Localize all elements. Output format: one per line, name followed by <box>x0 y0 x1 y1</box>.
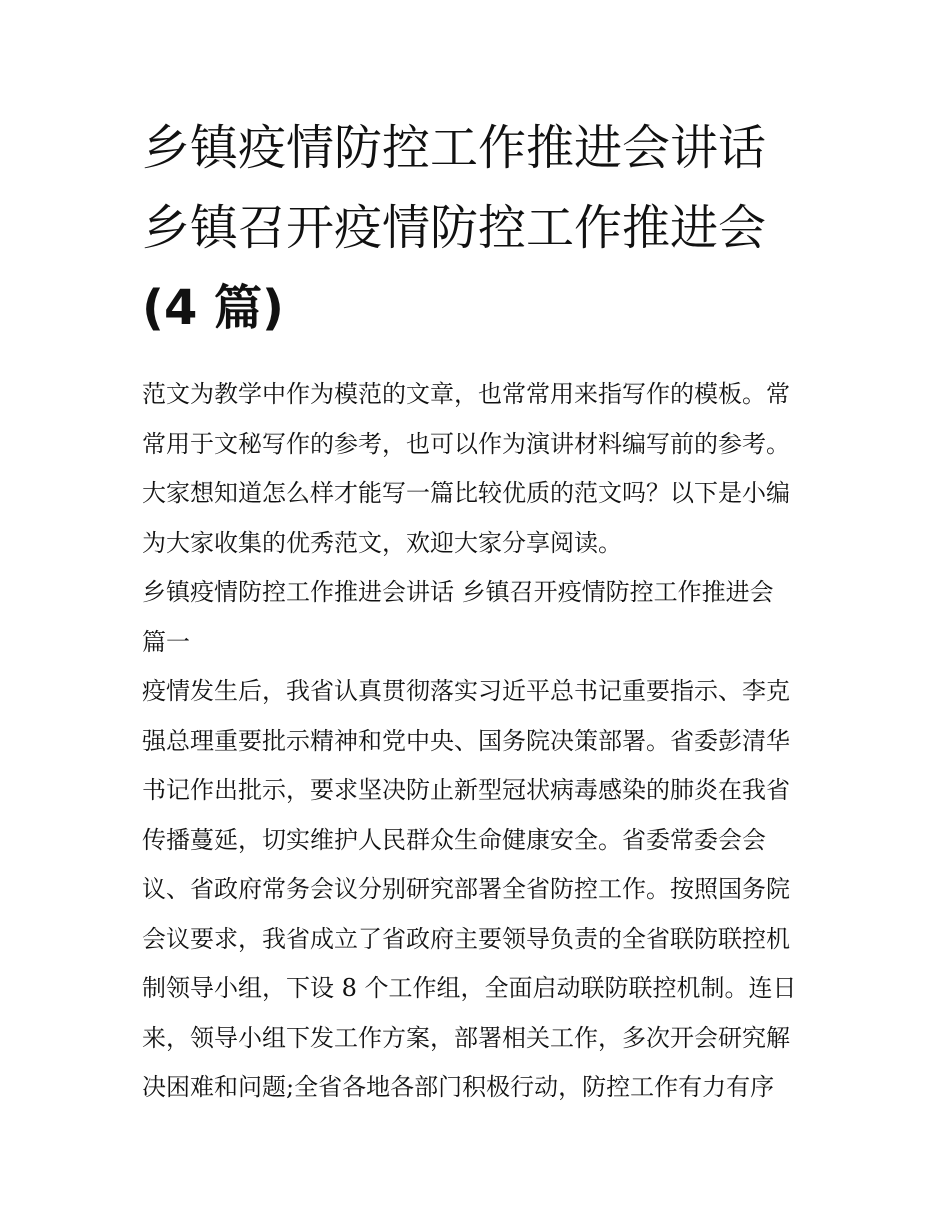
intro-line: 范文为教学中作为模范的文章，也常常用来指写作的模板。常 <box>142 380 790 408</box>
title-line-1: 乡镇疫情防控工作推进会讲话 <box>142 120 767 176</box>
title-line-2: 乡镇召开疫情防控工作推进会 <box>142 200 767 256</box>
body-line: 制领导小组，下设 8 个工作组，全面启动联防联控机制。连日 <box>142 974 797 1002</box>
section-heading <box>142 568 814 667</box>
body-line: 来，领导小组下发工作方案，部署相关工作，多次开会研究解 <box>142 1023 790 1052</box>
body-line: 传播蔓延，切实维护人民群众生命健康安全。省委常委会会 <box>142 825 766 854</box>
intro-paragraph <box>142 370 814 568</box>
document-content <box>142 108 814 1113</box>
body-paragraph <box>142 667 814 1113</box>
title-line-3: (4 篇) <box>142 280 284 336</box>
intro-line: 大家想知道怎么样才能写一篇比较优质的范文吗？以下是小编 <box>142 479 790 507</box>
body-line: 决困难和问题;全省各地各部门积极行动，防控工作有力有序 <box>142 1073 775 1101</box>
intro-line: 为大家收集的优秀范文，欢迎大家分享阅读。 <box>142 528 622 557</box>
body-line: 议、省政府常务会议分别研究部署全省防控工作。按照国务院 <box>142 875 790 903</box>
body-line: 书记作出批示，要求坚决防止新型冠状病毒感染的肺炎在我省 <box>142 776 790 804</box>
body-line: 会议要求，我省成立了省政府主要领导负责的全省联防联控机 <box>142 924 790 953</box>
document-title <box>142 108 814 348</box>
intro-line: 常用于文秘写作的参考，也可以作为演讲材料编写前的参考。 <box>142 429 790 458</box>
body-line: 疫情发生后，我省认真贯彻落实习近平总书记重要指示、李克 <box>142 677 790 705</box>
section-heading-line: 篇一 <box>142 627 190 656</box>
document-body <box>142 370 814 1113</box>
section-heading-line: 乡镇疫情防控工作推进会讲话 乡镇召开疫情防控工作推进会 <box>142 578 774 606</box>
body-line: 强总理重要批示精神和党中央、国务院决策部署。省委彭清华 <box>142 726 790 755</box>
